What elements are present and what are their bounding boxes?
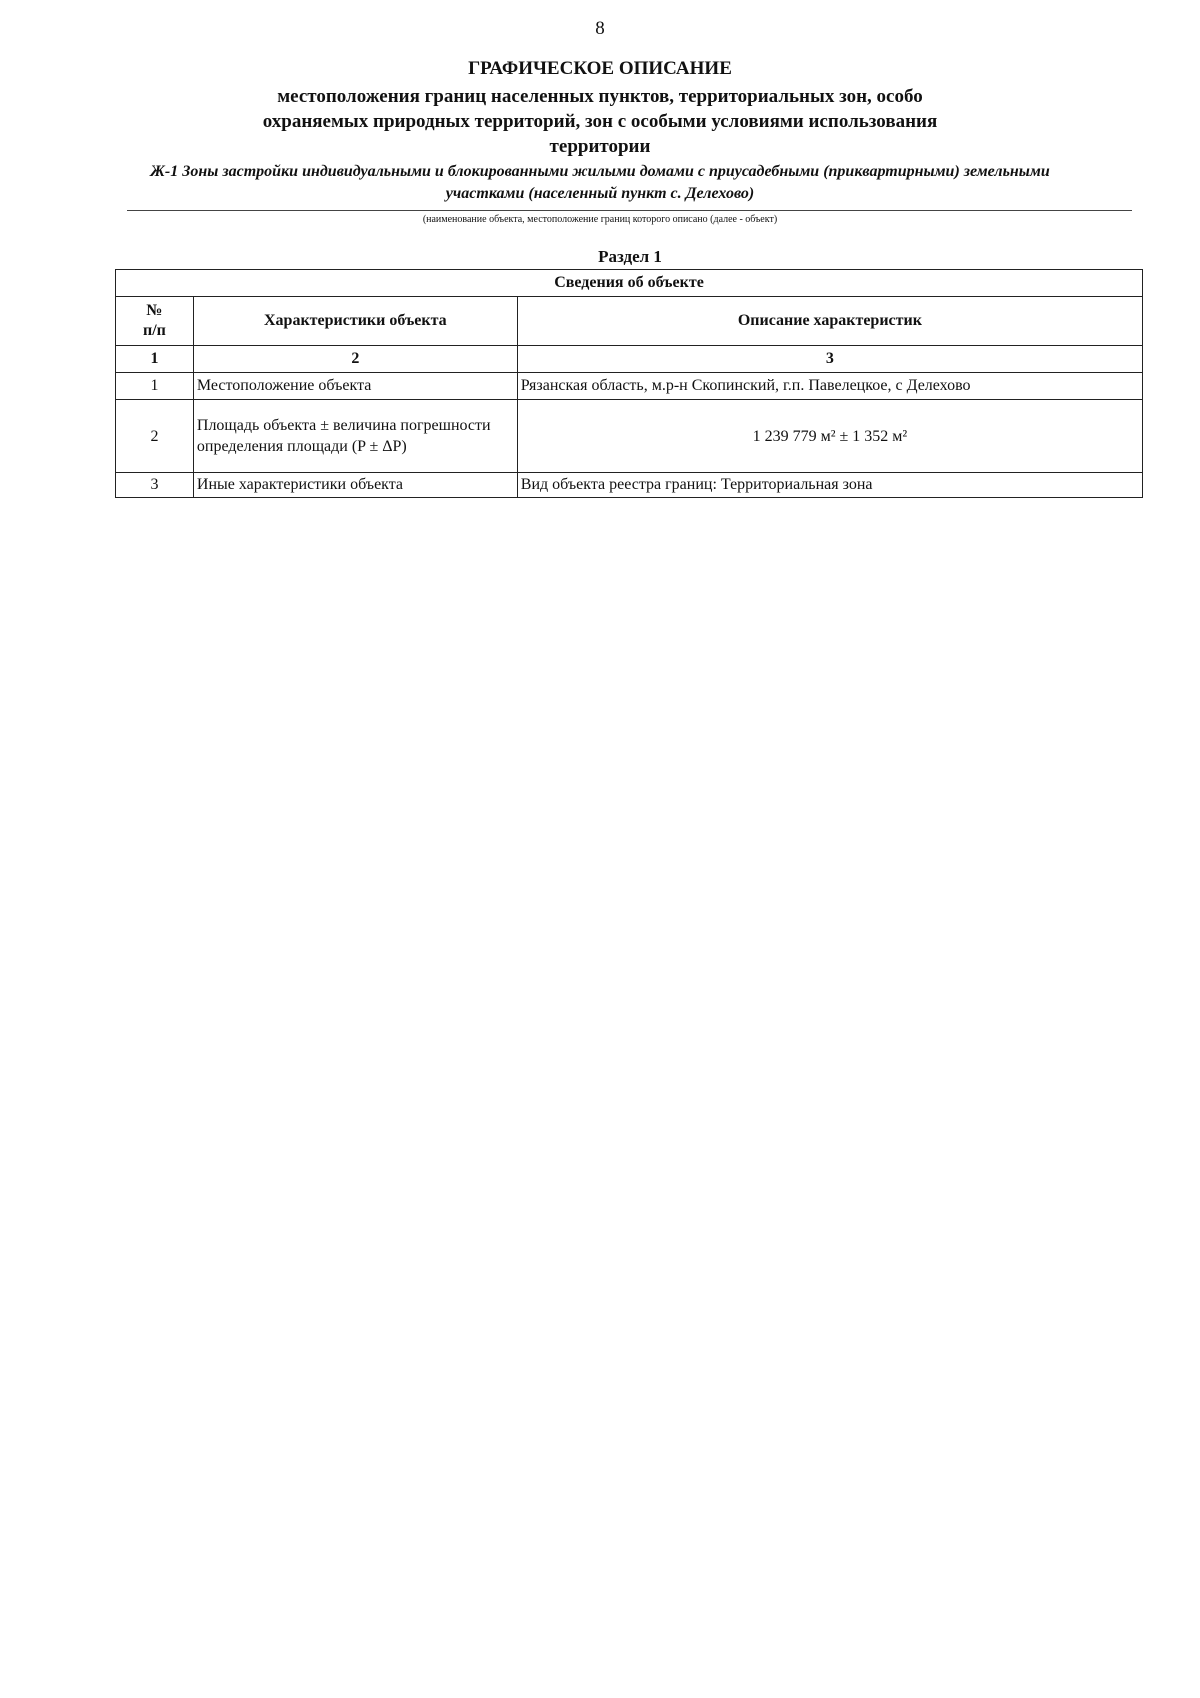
document-title: ГРАФИЧЕСКОЕ ОПИСАНИЕ bbox=[468, 58, 732, 79]
table-header-row bbox=[116, 297, 1143, 346]
object-name-caption: (наименование объекта, местоположение границ которого описано (далее - объект) bbox=[422, 214, 778, 225]
row-characteristic: Местоположение объекта bbox=[193, 373, 517, 400]
row-characteristic: Площадь объекта ± величина погрешности определения площади (P ± ΔP) bbox=[193, 400, 517, 473]
column-numbers-row bbox=[116, 346, 1143, 373]
page-number: 8 bbox=[595, 18, 605, 39]
row-number: 1 bbox=[116, 373, 194, 400]
row-description: Вид объекта реестра границ: Территориальная зона bbox=[517, 473, 1142, 498]
table-caption: Сведения об объекте bbox=[116, 270, 1143, 297]
object-name-underline bbox=[127, 210, 1132, 211]
column-header-number-text: № п/п bbox=[143, 302, 166, 339]
row-description: 1 239 779 м² ± 1 352 м² bbox=[517, 400, 1142, 473]
table-row bbox=[116, 400, 1143, 473]
document-subtitle: местоположения границ населенных пунктов, территориальных зон, особо охраняемых природных территорий, зон с особыми условиями использования территории bbox=[262, 86, 938, 157]
row-number: 3 bbox=[116, 473, 194, 498]
row-characteristic: Иные характеристики объекта bbox=[193, 473, 517, 498]
row-number: 2 bbox=[116, 400, 194, 473]
column-number-2: 2 bbox=[193, 346, 517, 373]
object-name: Ж-1 Зоны застройки индивидуальными и блокированными жилыми домами с приусадебными (приквартирными) земельными участками (населенный пункт с. Делехово) bbox=[150, 163, 1050, 202]
column-number-3: 3 bbox=[517, 346, 1142, 373]
table-row bbox=[116, 473, 1143, 498]
column-header-characteristic: Характеристики объекта bbox=[193, 297, 517, 346]
table-caption-row bbox=[116, 270, 1143, 297]
row-description: Рязанская область, м.р-н Скопинский, г.п. Павелецкое, с Делехово bbox=[517, 373, 1142, 400]
object-info-table bbox=[115, 269, 1143, 498]
section-title: Раздел 1 bbox=[598, 247, 662, 266]
column-header-number bbox=[116, 297, 194, 346]
column-header-description: Описание характеристик bbox=[517, 297, 1142, 346]
column-number-1: 1 bbox=[116, 346, 194, 373]
table-row bbox=[116, 373, 1143, 400]
